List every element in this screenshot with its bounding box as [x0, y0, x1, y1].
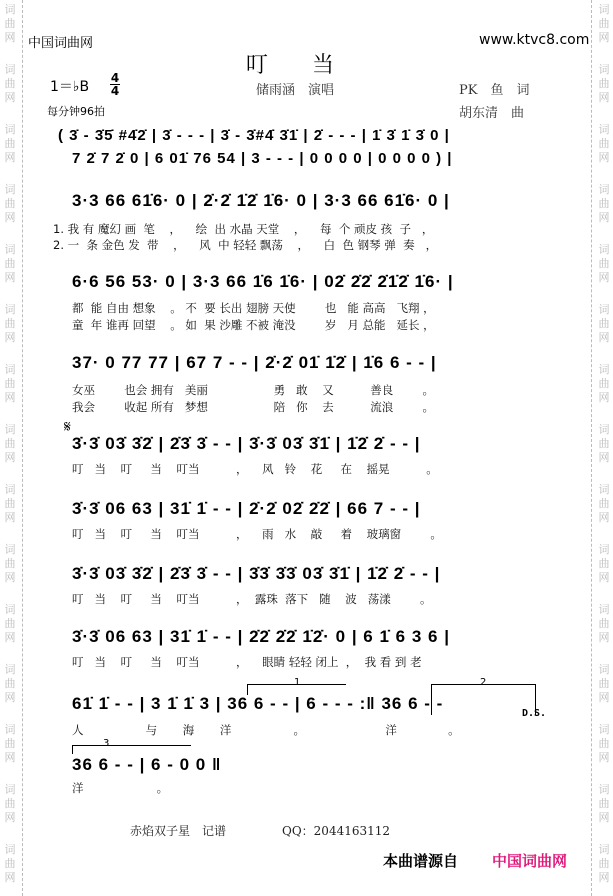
score-line-5-lyrics: 叮 当 叮 当 叮当 ， 雨 水 敲 着 玻璃窗 。 [72, 527, 442, 541]
volta-3-label: 3 [103, 738, 110, 749]
volta-bracket-2 [431, 684, 536, 715]
watermark-char: 网 [598, 871, 610, 884]
score-line-3-notes: 37· 0 77 77 | 67 7 - - | 2̇·2̇ 01̇ 1̇2̇ | 1̇6 6 - - | [72, 353, 437, 372]
qq-contact: QQ：2044163112 [282, 824, 391, 838]
watermark-char: 网 [598, 691, 610, 704]
watermark-char: 网 [4, 631, 16, 644]
watermark-char: 曲 [4, 197, 16, 210]
watermark-char: 曲 [4, 797, 16, 810]
volta-2-label: 2 [480, 677, 487, 688]
watermark-char: 网 [4, 31, 16, 44]
watermark-char: 词 [598, 243, 610, 256]
watermark-char: 曲 [598, 77, 610, 90]
singer-credit: 储雨涵 演唱 [256, 83, 335, 98]
time-sig-top: 4 [110, 71, 120, 85]
score-line-1-notes: 3·3 66 61̇6· 0 | 2̇·2̇ 1̇2̇ 1̇6· 0 | 3·3 66 61̇6· 0 | [72, 191, 450, 210]
watermark-char: 网 [598, 331, 610, 344]
watermark-char: 词 [4, 303, 16, 316]
score-line-8-notes: 61̇ 1̇ - - | 3 1̇ 1̇ 3 | 36 6 - - | 6 - - - :‖ 36 6 - - [72, 694, 444, 713]
watermark-char: 网 [4, 571, 16, 584]
watermark-char: 词 [598, 3, 610, 16]
watermark-char: 曲 [598, 17, 610, 30]
score-line-6-lyrics: 叮 当 叮 当 叮当 ， 露珠 落下 随 波 荡漾 。 [72, 592, 432, 606]
watermark-char: 曲 [598, 617, 610, 630]
watermark-char: 网 [4, 451, 16, 464]
watermark-char: 曲 [4, 497, 16, 510]
watermark-char: 曲 [598, 377, 610, 390]
key-signature: 1＝♭B [50, 79, 90, 95]
left-dashed-border [22, 0, 23, 896]
watermark-char: 网 [4, 91, 16, 104]
watermark-char: 词 [4, 843, 16, 856]
watermark-char: 网 [598, 391, 610, 404]
watermark-char: 网 [598, 31, 610, 44]
score-line-7-lyrics: 叮 当 叮 当 叮当 ， 眼睛 轻轻 闭上 ， 我 看 到 老 [72, 655, 422, 669]
watermark-char: 词 [598, 543, 610, 556]
watermark-char: 词 [4, 603, 16, 616]
watermark-char: 词 [598, 183, 610, 196]
watermark-char: 网 [4, 271, 16, 284]
watermark-char: 曲 [598, 197, 610, 210]
intro-line-2: 7 2̇ 7 2̇ 0 | 6 01̇ 76 54 | 3 - - - | 0 0 0 0 | 0 0 0 0 ) | [72, 150, 453, 167]
watermark-char: 词 [598, 423, 610, 436]
watermark-char: 曲 [598, 677, 610, 690]
watermark-char: 曲 [4, 737, 16, 750]
site-url[interactable]: www.ktvc8.com [479, 32, 590, 48]
watermark-char: 网 [598, 751, 610, 764]
watermark-char: 词 [598, 663, 610, 676]
watermark-char: 网 [598, 631, 610, 644]
watermark-char: 曲 [4, 557, 16, 570]
watermark-char: 词 [4, 123, 16, 136]
watermark-char: 网 [598, 571, 610, 584]
score-line-2-notes: 6·6 56 53· 0 | 3·3 66 1̇6 1̇6· | 02̇ 2̇2̇ 2̇1̇2̇ 1̇6· | [72, 272, 454, 291]
watermark-char: 曲 [4, 257, 16, 270]
watermark-char: 词 [598, 723, 610, 736]
watermark-char: 曲 [598, 857, 610, 870]
watermark-char: 曲 [598, 257, 610, 270]
segno-icon: 𝄋 [64, 417, 71, 436]
transcriber-credit: 赤焰双子星 记谱 [130, 824, 227, 838]
score-line-4-notes: 3̇·3̇ 03̇ 3̇2̇ | 2̇3̇ 3̇ - - | 3̇·3̇ 03̇ 3̇1̇ | 1̇2̇ 2̇ - - | [72, 434, 421, 453]
lyricist-credit: PK 鱼 词 [459, 83, 530, 98]
score-line-2-lyrics-v2: 童 年 谁再 回望 。 如 果 沙雕 不被 淹没 岁 月 总能 延长 ， [72, 318, 435, 332]
watermark-char: 词 [4, 3, 16, 16]
watermark-char: 词 [4, 483, 16, 496]
source-label: 本曲谱源自 [383, 852, 459, 870]
dal-segno-mark: D.S. [522, 708, 547, 719]
song-title: 叮 当 [246, 53, 335, 78]
watermark-char: 曲 [598, 437, 610, 450]
watermark-char: 曲 [4, 617, 16, 630]
intro-line-1: ( 3̇ - 3̇5̇ #4̇2̇ | 3̇ - - - | 3̇ - 3̇#4̇ 3̇1̇ | 2̇ - - - | 1̇ 3̇ 1̇ 3̇ 0 | [58, 127, 450, 144]
watermark-char: 曲 [4, 17, 16, 30]
watermark-char: 词 [4, 663, 16, 676]
watermark-char: 曲 [4, 437, 16, 450]
watermark-char: 网 [4, 331, 16, 344]
watermark-char: 曲 [4, 137, 16, 150]
volta-1-label: 1 [294, 677, 301, 688]
score-line-9-notes: 36 6 - - | 6 - 0 0 ‖ [72, 755, 222, 774]
score-line-7-notes: 3̇·3̇ 06 63 | 31̇ 1̇ - - | 2̇2̇ 2̇2̇ 1̇2̇· 0 | 6 1̇ 6 3 6 | [72, 627, 450, 646]
score-line-8-lyrics: 人 与 海 洋 。 洋 。 [72, 723, 460, 737]
watermark-char: 词 [4, 423, 16, 436]
watermark-char: 词 [4, 723, 16, 736]
watermark-char: 曲 [4, 677, 16, 690]
score-line-3-lyrics-v2: 我会 收起 所有 梦想 陪 你 去 流浪 。 [72, 400, 435, 414]
watermark-char: 曲 [598, 737, 610, 750]
score-line-1-lyrics-v2: 2. 一 条 金色 发 带 ， 风 中 轻轻 飘荡 ， 白 色 钢琴 弹 奏 ， [53, 238, 438, 252]
watermark-char: 网 [4, 691, 16, 704]
score-line-4-lyrics: 叮 当 叮 当 叮当 ， 风 铃 花 在 摇晃 。 [72, 462, 438, 476]
watermark-char: 曲 [598, 317, 610, 330]
watermark-char: 网 [4, 511, 16, 524]
watermark-char: 网 [4, 151, 16, 164]
score-line-3-lyrics-v1: 女巫 也会 拥有 美丽 勇 敢 又 善良 。 [72, 383, 435, 397]
watermark-char: 网 [4, 751, 16, 764]
watermark-char: 网 [4, 871, 16, 884]
watermark-char: 网 [4, 391, 16, 404]
watermark-char: 网 [598, 811, 610, 824]
volta-bracket-3 [72, 745, 191, 754]
composer-credit: 胡东清 曲 [459, 106, 525, 121]
watermark-char: 曲 [598, 137, 610, 150]
watermark-char: 网 [598, 151, 610, 164]
watermark-char: 词 [598, 63, 610, 76]
time-signature [110, 72, 120, 97]
watermark-char: 曲 [4, 317, 16, 330]
watermark-char: 网 [598, 211, 610, 224]
watermark-char: 曲 [4, 857, 16, 870]
right-watermark-strip [592, 0, 613, 896]
watermark-char: 词 [598, 603, 610, 616]
source-brand-link[interactable]: 中国词曲网 [492, 852, 568, 870]
watermark-char: 网 [598, 451, 610, 464]
score-line-9-lyrics: 洋 。 [72, 781, 169, 795]
watermark-char: 网 [598, 91, 610, 104]
watermark-char: 曲 [598, 497, 610, 510]
watermark-char: 词 [598, 123, 610, 136]
watermark-char: 词 [4, 363, 16, 376]
site-name: 中国词曲网 [28, 36, 94, 51]
score-line-6-notes: 3̇·3̇ 03̇ 3̇2̇ | 2̇3̇ 3̇ - - | 3̇3̇ 3̇3̇ 03̇ 3̇1̇ | 1̇2̇ 2̇ - - | [72, 564, 441, 583]
watermark-char: 曲 [598, 557, 610, 570]
watermark-char: 词 [4, 183, 16, 196]
watermark-char: 曲 [4, 377, 16, 390]
left-watermark-strip [0, 0, 22, 896]
watermark-char: 网 [4, 811, 16, 824]
watermark-char: 曲 [4, 77, 16, 90]
time-sig-bottom: 4 [110, 84, 120, 98]
watermark-char: 词 [598, 783, 610, 796]
watermark-char: 网 [598, 271, 610, 284]
watermark-char: 词 [598, 843, 610, 856]
score-line-1-lyrics-v1: 1. 我 有 魔幻 画 笔 ， 绘 出 水晶 天堂 ， 每 个 顽皮 孩 子 ， [53, 222, 434, 236]
watermark-char: 词 [4, 783, 16, 796]
watermark-char: 曲 [598, 797, 610, 810]
watermark-char: 词 [4, 63, 16, 76]
watermark-char: 词 [598, 363, 610, 376]
tempo: 每分钟96拍 [47, 105, 105, 118]
watermark-char: 词 [598, 303, 610, 316]
watermark-char: 词 [598, 483, 610, 496]
watermark-char: 词 [4, 243, 16, 256]
watermark-char: 网 [4, 211, 16, 224]
watermark-char: 词 [4, 543, 16, 556]
score-line-5-notes: 3̇·3̇ 06 63 | 31̇ 1̇ - - | 2̇·2̇ 02̇ 2̇2̇ | 66 7 - - | [72, 499, 421, 518]
score-line-2-lyrics-v1: 都 能 自由 想象 。 不 要 长出 翅膀 天使 也 能 高高 飞翔 ， [72, 301, 435, 315]
watermark-char: 网 [598, 511, 610, 524]
